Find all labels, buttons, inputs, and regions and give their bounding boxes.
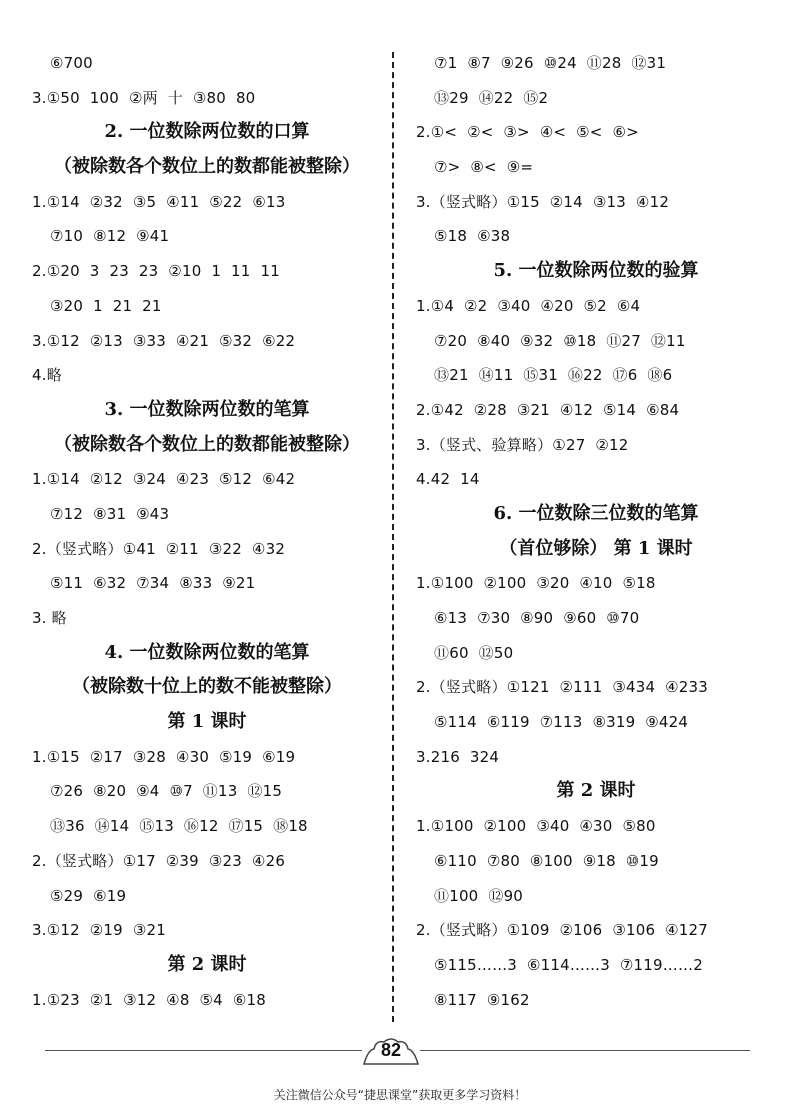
column-divider xyxy=(392,52,394,1022)
answer-line: ⑪60 ⑫50 xyxy=(434,643,514,662)
answer-line: ⑤11 ⑥32 ⑦34 ⑧33 ⑨21 xyxy=(50,574,256,593)
answer-line: ⑦1 ⑧7 ⑨26 ⑩24 ⑪28 ⑫31 xyxy=(434,54,667,72)
answer-line: 1.①100 ②100 ③20 ④10 ⑤18 xyxy=(416,574,656,593)
answer-line: 3.216 324 xyxy=(416,747,500,766)
answer-line: ⑤18 ⑥38 xyxy=(434,227,511,246)
section-heading: 第 1 课时 xyxy=(167,711,247,733)
answer-line: 3.①12 ②13 ③33 ④21 ⑤32 ⑥22 xyxy=(32,331,296,350)
section-heading: 6. 一位数除三位数的笔算 xyxy=(493,502,699,524)
footer-note: 关注微信公众号“捷思课堂”获取更多学习资料！ xyxy=(273,1088,527,1102)
section-heading: （被除数各个数位上的数都能被整除） xyxy=(54,433,360,455)
answer-line: 2.①20 3 23 23 ②10 1 11 11 xyxy=(32,262,280,281)
answer-line: 2.①42 ②28 ③21 ④12 ⑤14 ⑥84 xyxy=(416,400,680,419)
answer-line: 3.①12 ②19 ③21 xyxy=(32,921,166,940)
answer-line: ⑤114 ⑥119 ⑦113 ⑧319 ⑨424 xyxy=(434,713,689,732)
section-heading: （被除数十位上的数不能被整除） xyxy=(72,676,342,698)
answer-line: 2.（竖式略）①109 ②106 ③106 ④127 xyxy=(416,921,709,940)
answer-line: 4.42 14 xyxy=(416,470,480,489)
answer-line: 2.①< ②< ③> ④< ⑤< ⑥> xyxy=(416,123,639,142)
section-heading: （被除数各个数位上的数都能被整除） xyxy=(54,156,360,178)
answer-line: 3. 略 xyxy=(32,609,67,627)
answer-line: 3.①50 100 ②两 十 ③80 80 xyxy=(32,88,256,107)
answer-line: ⑦> ⑧< ⑨= xyxy=(434,158,534,177)
right-column xyxy=(416,46,776,1017)
page-number: 82 xyxy=(380,1040,402,1060)
answer-line: ⑬29 ⑭22 ⑮2 xyxy=(434,88,549,107)
left-column xyxy=(32,46,382,1017)
answer-line: 1.①15 ②17 ③28 ④30 ⑤19 ⑥19 xyxy=(32,747,296,766)
answer-line: 3.（竖式、验算略）①27 ②12 xyxy=(416,435,629,454)
answer-line: ⑥700 xyxy=(50,54,93,72)
answer-line: ⑤29 ⑥19 xyxy=(50,886,127,905)
section-heading: 5. 一位数除两位数的验算 xyxy=(493,260,699,282)
answer-line: ⑤115……3 ⑥114……3 ⑦119……2 xyxy=(434,955,703,974)
answer-line: ⑧117 ⑨162 xyxy=(434,990,530,1009)
section-heading: 第 2 课时 xyxy=(167,953,247,975)
section-heading: 3. 一位数除两位数的笔算 xyxy=(104,398,310,420)
answer-line: ⑦12 ⑧31 ⑨43 xyxy=(50,504,170,523)
answer-line: ⑦20 ⑧40 ⑨32 ⑩18 ⑪27 ⑫11 xyxy=(434,331,686,350)
answer-line: 1.①23 ②1 ③12 ④8 ⑤4 ⑥18 xyxy=(32,990,266,1009)
answer-line: ③20 1 21 21 xyxy=(50,296,162,315)
answer-line: 1.①100 ②100 ③40 ④30 ⑤80 xyxy=(416,817,656,836)
page-number-badge xyxy=(362,1036,420,1066)
answer-line: ⑦10 ⑧12 ⑨41 xyxy=(50,227,170,246)
answer-line: 2.（竖式略）①41 ②11 ③22 ④32 xyxy=(32,539,286,558)
answer-line: 1.①14 ②12 ③24 ④23 ⑤12 ⑥42 xyxy=(32,470,296,489)
answer-line: 2.（竖式略）①17 ②39 ③23 ④26 xyxy=(32,851,286,870)
answer-line: ⑥110 ⑦80 ⑧100 ⑨18 ⑩19 xyxy=(434,851,659,870)
answer-line: ⑦26 ⑧20 ⑨4 ⑩7 ⑪13 ⑫15 xyxy=(50,782,283,801)
answer-line: 2.（竖式略）①121 ②111 ③434 ④233 xyxy=(416,678,709,697)
section-heading: 2. 一位数除两位数的口算 xyxy=(104,121,310,143)
section-heading: （首位够除） 第 1 课时 xyxy=(499,537,693,559)
answer-line: ⑬21 ⑭11 ⑮31 ⑯22 ⑰6 ⑱6 xyxy=(434,366,673,385)
answer-line: ⑪100 ⑫90 xyxy=(434,886,524,905)
answer-line: ⑥13 ⑦30 ⑧90 ⑨60 ⑩70 xyxy=(434,609,640,627)
answer-line: 1.①4 ②2 ③40 ④20 ⑤2 ⑥4 xyxy=(416,296,641,315)
section-heading: 第 2 课时 xyxy=(556,780,636,802)
answer-line: ⑬36 ⑭14 ⑮13 ⑯12 ⑰15 ⑱18 xyxy=(50,817,308,836)
answer-line: 3.（竖式略）①15 ②14 ③13 ④12 xyxy=(416,192,670,211)
section-heading: 4. 一位数除两位数的笔算 xyxy=(104,641,310,663)
answer-line: 1.①14 ②32 ③5 ④11 ⑤22 ⑥13 xyxy=(32,192,286,211)
answer-line: 4.略 xyxy=(32,366,62,385)
